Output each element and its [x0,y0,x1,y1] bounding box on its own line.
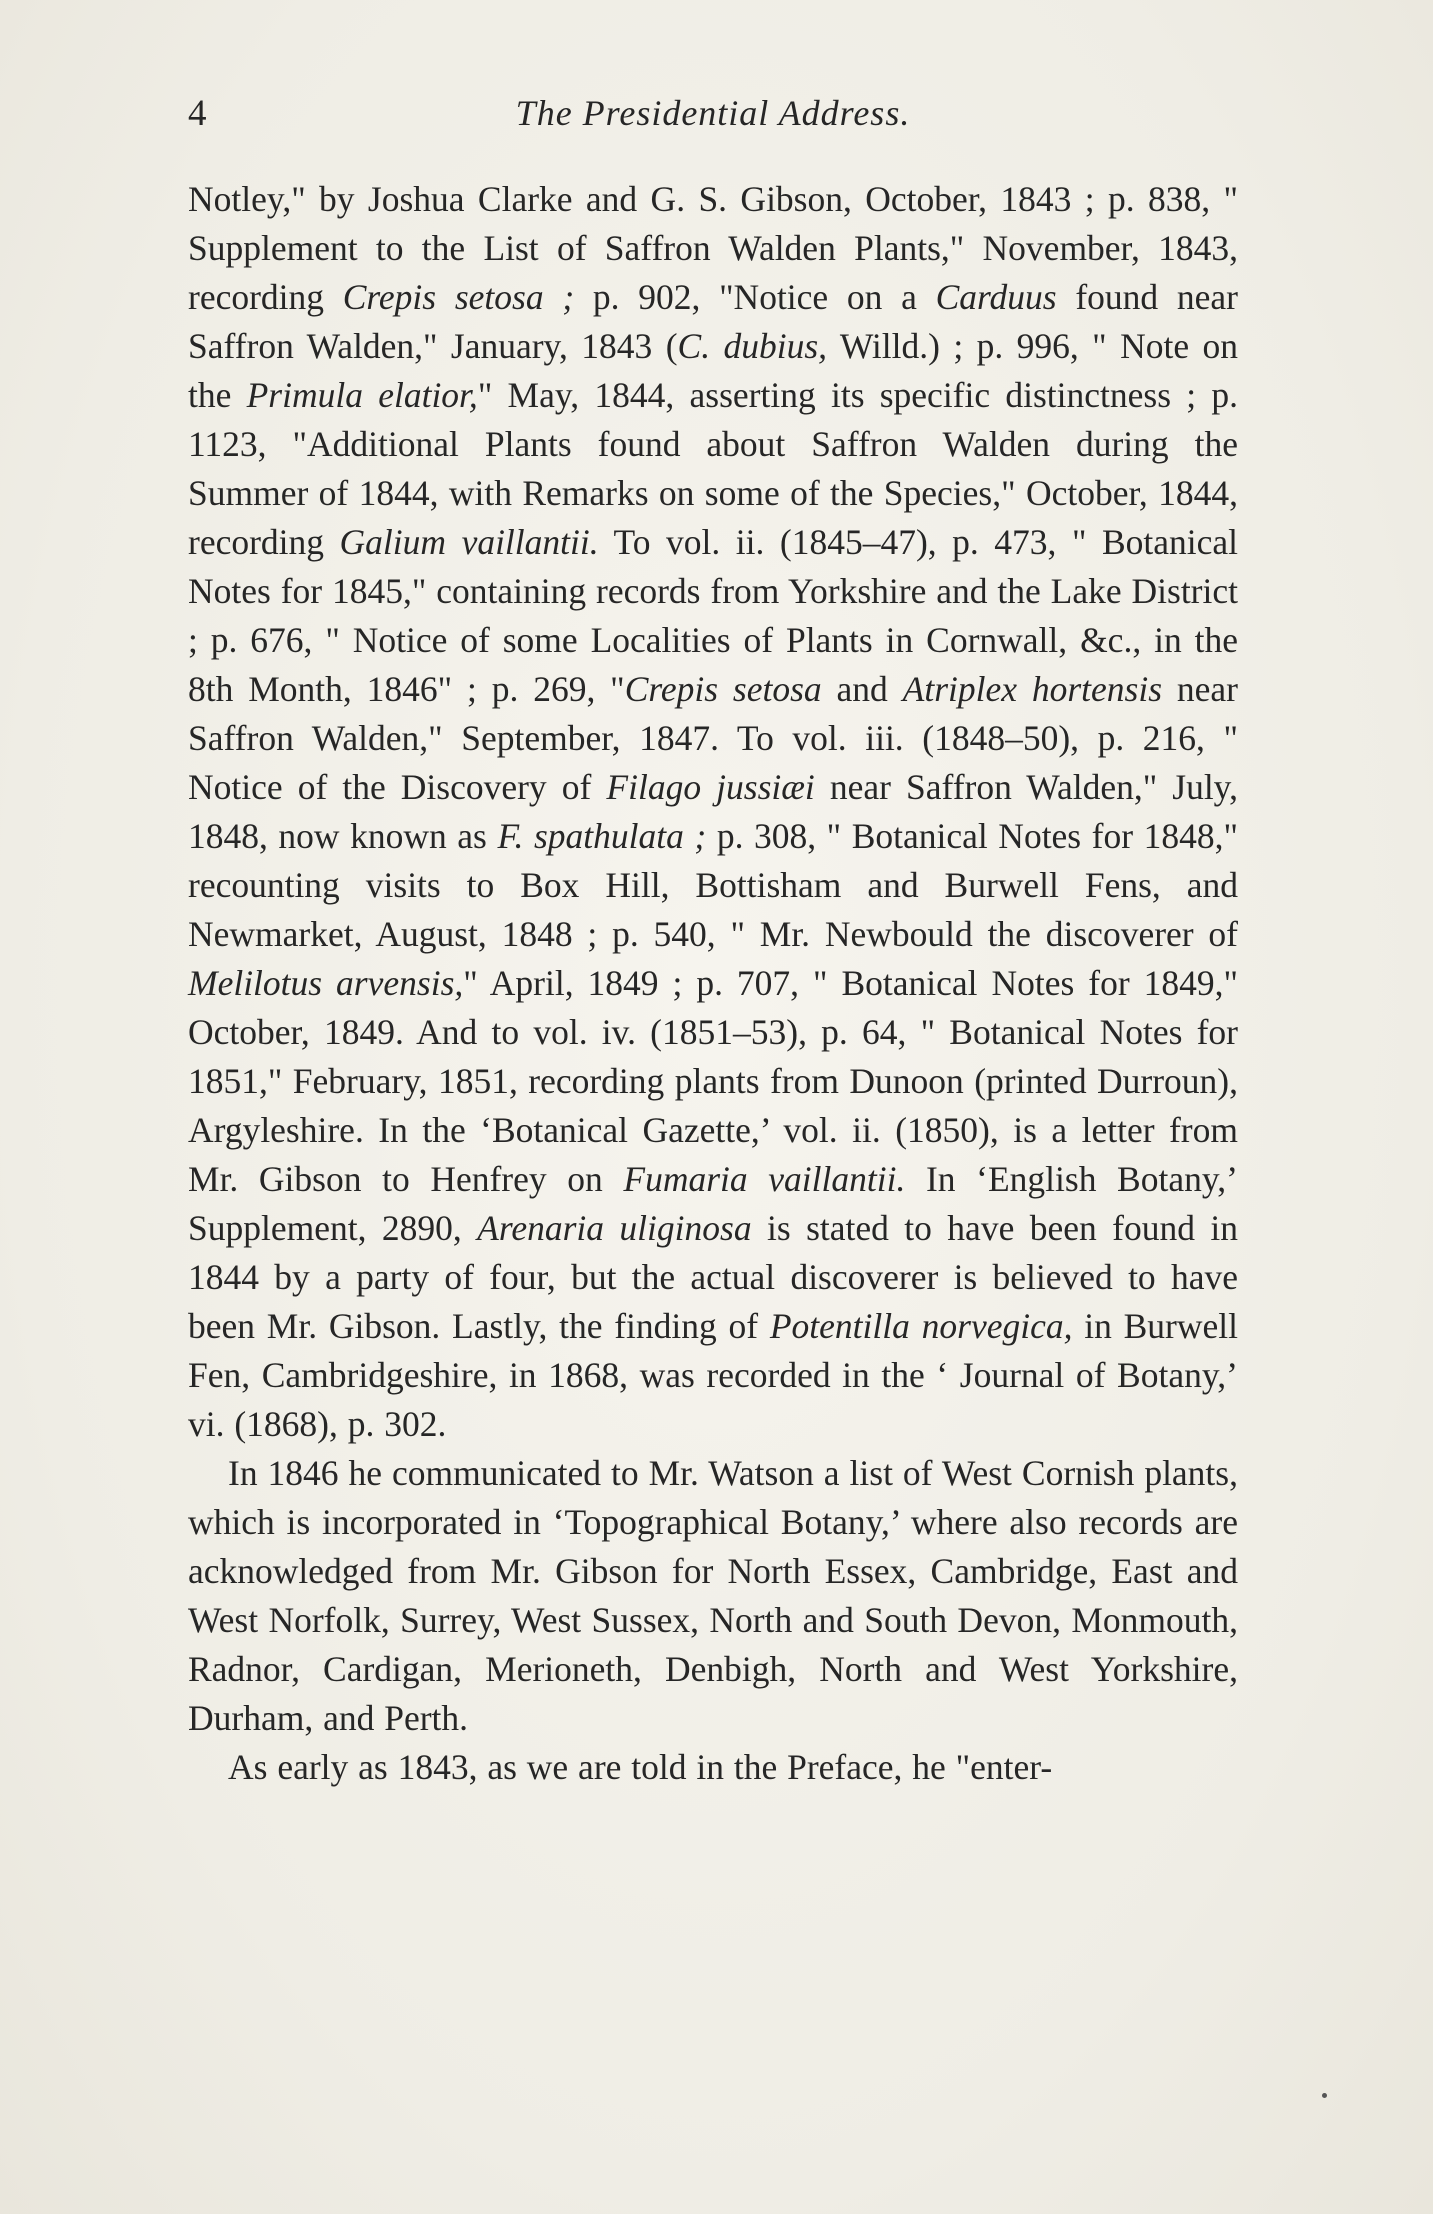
italic-term: Potentilla norvegica, [769,1306,1073,1346]
italic-term: Melilotus arvensis, [188,963,464,1003]
italic-term: C. dubius, [677,326,828,366]
running-title: The Presidential Address. [515,93,911,133]
text-run: near Saffron Walden," July, 1848, now known as [188,767,1239,856]
page-header [188,92,1238,152]
text-run: In ‘English Botany,’ Supplement, 2890, [188,1159,1239,1248]
paragraph-1 [188,175,1238,1449]
italic-term: F. spathulata ; [497,816,707,856]
text-run: p. 902, "Notice on a [574,277,936,317]
text-run: Notley," by Joshua Clarke and G. S. Gibson, October, 1843 ; p. 838, " Supplement to the List of Saffron Walden Plants," November, 1843, recording [188,179,1238,317]
text-run: " April, 1849 ; p. 707, " Botanical Notes for 1849," October, 1849. And to vol. iv. (1851–53), p. 64, " Botanical Notes for 1851," February, 1851, recording plants from Dunoon (printed Durroun), Argyleshire. In the ‘Botanical Gazette,’ vol. ii. (1850), is a letter from Mr. Gibson to Henfrey on [188,963,1238,1199]
text-run: and [821,669,903,709]
text-run: in Burwell Fen, Cambridgeshire, in 1868, was recorded in the ‘ Journal of Botany,’ vi. (1868), p. 302. [188,1306,1238,1444]
text-run: found near Saffron Walden," January, 1843 ( [188,277,1238,366]
italic-term: Crepis setosa ; [342,277,575,317]
italic-term: Arenaria uliginosa [477,1208,752,1248]
text-run: In 1846 he communicated to Mr. Watson a list of West Cornish plants, which is incorporated in ‘Topographical Botany,’ where also records are acknowledged from Mr. Gibson for North Essex, Cambridge, East and West Norfolk, Surrey, West Sussex, North and South Devon, Monmouth, Radnor, Cardigan, Merioneth, Denbigh, North and West Yorkshire, Durham, and Perth. [188,1453,1238,1738]
italic-term: Galium vaillantii. [339,522,599,562]
print-speck [1322,2093,1327,2098]
paragraph-2 [188,1449,1238,1743]
text-run: p. 308, " Botanical Notes for 1848," recounting visits to Box Hill, Bottisham and Burwell Fens, and Newmarket, August, 1848 ; p. 540, " Mr. Newbould the discoverer of [188,816,1238,954]
body-text [188,175,1238,1792]
italic-term: Carduus [935,277,1057,317]
page-number: 4 [188,93,207,134]
text-run: " May, 1844, asserting its specific distinctness ; p. 1123, "Additional Plants found about Saffron Walden during the Summer of 1844, with Remarks on some of the Species," October, 1844, recording [188,375,1238,562]
italic-term: Primula elatior, [246,375,478,415]
text-run: As early as 1843, as we are told in the Preface, he "enter- [228,1747,1053,1787]
italic-term: Filago jussiæi [606,767,815,807]
italic-term: Fumaria vaillantii. [623,1159,906,1199]
text-run: Willd.) ; p. 996, " Note on the [188,326,1238,415]
italic-term: Atriplex hortensis [902,669,1163,709]
italic-term: Crepis setosa [624,669,822,709]
text-run: near Saffron Walden," September, 1847. To vol. iii. (1848–50), p. 216, " Notice of the Discovery of [188,669,1239,807]
text-run: To vol. ii. (1845–47), p. 473, " Botanical Notes for 1845," containing records from Yorkshire and the Lake District ; p. 676, " Notice of some Localities of Plants in Cornwall, &c., in the 8th Month, 1846" ; p. 269, " [188,522,1239,709]
paragraph-3 [188,1743,1238,1792]
text-run: is stated to have been found in 1844 by a party of four, but the actual discoverer is believed to have been Mr. Gibson. Lastly, the finding of [188,1208,1238,1346]
